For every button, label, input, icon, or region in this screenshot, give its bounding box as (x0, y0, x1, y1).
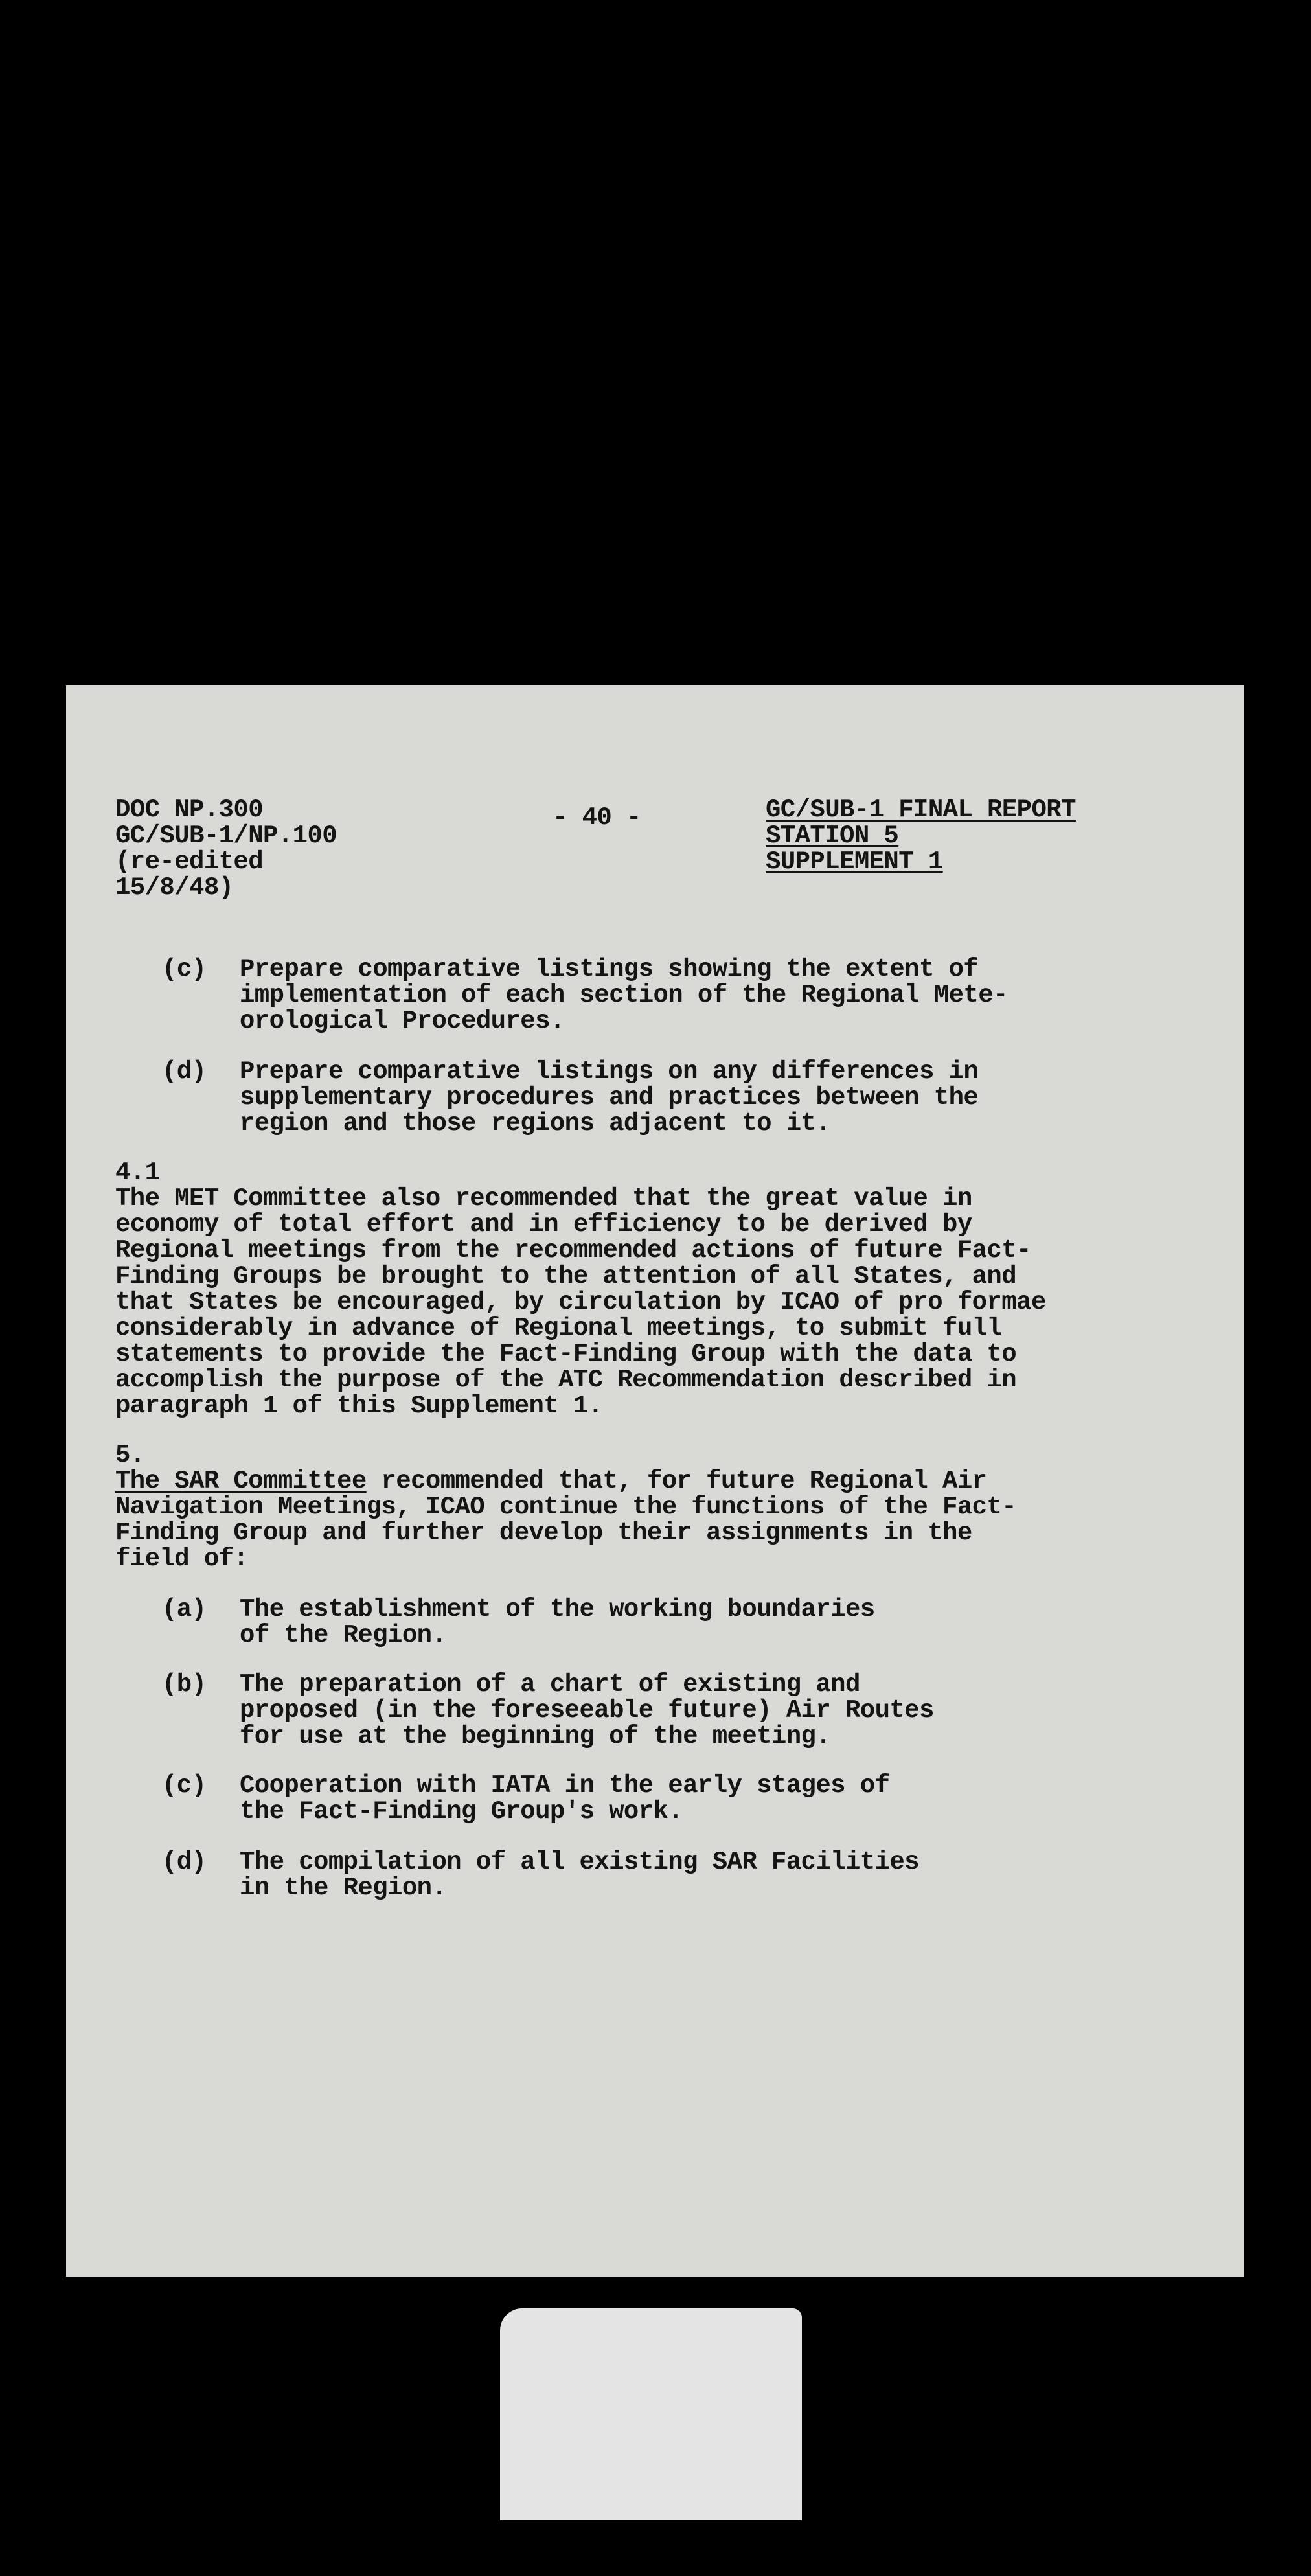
item-c-text: Prepare comparative listings showing the extent of (240, 955, 979, 983)
item-d2-text: in the Region. (240, 1874, 447, 1902)
paragraph-5-first-line-rest: recommended that, for future Regional Air (366, 1467, 987, 1495)
item-a-text: The establishment of the working boundaries (240, 1595, 875, 1624)
item-b-text: proposed (in the foreseeable future) Air Routes (240, 1696, 934, 1725)
paragraph-number-4-1: 4.1 (115, 1158, 160, 1187)
report-title: GC/SUB-1 FINAL REPORT (766, 796, 1076, 824)
paragraph-5-line: Navigation Meetings, ICAO continue the functions of the Fact- (115, 1493, 1017, 1521)
paragraph-5-first-line (115, 1468, 986, 1494)
item-a-label: (a) (162, 1595, 207, 1624)
doc-date: 15/8/48) (115, 873, 234, 902)
paragraph-5-line: field of: (115, 1545, 249, 1573)
item-d-text: region and those regions adjacent to it. (240, 1109, 831, 1138)
paragraph-4-1-line: Regional meetings from the recommended actions of future Fact- (115, 1236, 1031, 1265)
item-c-text: orological Procedures. (240, 1007, 565, 1035)
item-d-text: Prepare comparative listings on any differences in (240, 1057, 979, 1086)
doc-reference: DOC NP.300 (115, 796, 264, 824)
doc-reference-sub: GC/SUB-1/NP.100 (115, 822, 337, 850)
paragraph-4-1-line: Finding Groups be brought to the attention of all States, and (115, 1262, 1017, 1291)
paragraph-4-1-line: accomplish the purpose of the ATC Recommendation described in (115, 1366, 1017, 1394)
paragraph-number-5: 5. (115, 1441, 145, 1469)
item-b-label: (b) (162, 1670, 207, 1699)
item-d2-label: (d) (162, 1848, 207, 1876)
paragraph-4-1-line: statements to provide the Fact-Finding Group with the data to (115, 1340, 1017, 1368)
blank-card (500, 2308, 802, 2520)
item-b-text: for use at the beginning of the meeting. (240, 1722, 831, 1751)
paragraph-4-1-line: considerably in advance of Regional meetings, to submit full (115, 1314, 1002, 1342)
paragraph-4-1-line: paragraph 1 of this Supplement 1. (115, 1392, 603, 1420)
station-label: STATION 5 (766, 822, 899, 850)
item-c2-text: the Fact-Finding Group's work. (240, 1797, 683, 1826)
item-c2-label: (c) (162, 1771, 207, 1800)
doc-reedited-note: (re-edited (115, 847, 264, 876)
item-d2-text: The compilation of all existing SAR Facilities (240, 1848, 919, 1876)
item-b-text: The preparation of a chart of existing and (240, 1670, 860, 1699)
item-d-label: (d) (162, 1057, 207, 1086)
supplement-label: SUPPLEMENT 1 (766, 847, 943, 876)
item-c2-text: Cooperation with IATA in the early stages of (240, 1771, 890, 1800)
paragraph-4-1-line: The MET Committee also recommended that the great value in (115, 1184, 972, 1213)
paragraph-4-1-line: that States be encouraged, by circulation by ICAO of pro formae (115, 1288, 1046, 1317)
paragraph-5-line: Finding Group and further develop their assignments in the (115, 1519, 972, 1547)
item-a-text: of the Region. (240, 1621, 447, 1650)
page-number: - 40 - (553, 803, 641, 832)
item-c-label: (c) (162, 955, 207, 983)
sar-committee-heading: The SAR Committee (115, 1467, 367, 1495)
paragraph-4-1-line: economy of total effort and in efficiency to be derived by (115, 1210, 972, 1239)
document-page (66, 685, 1244, 2277)
item-d-text: supplementary procedures and practices between the (240, 1083, 979, 1112)
item-c-text: implementation of each section of the Regional Mete- (240, 981, 1008, 1009)
